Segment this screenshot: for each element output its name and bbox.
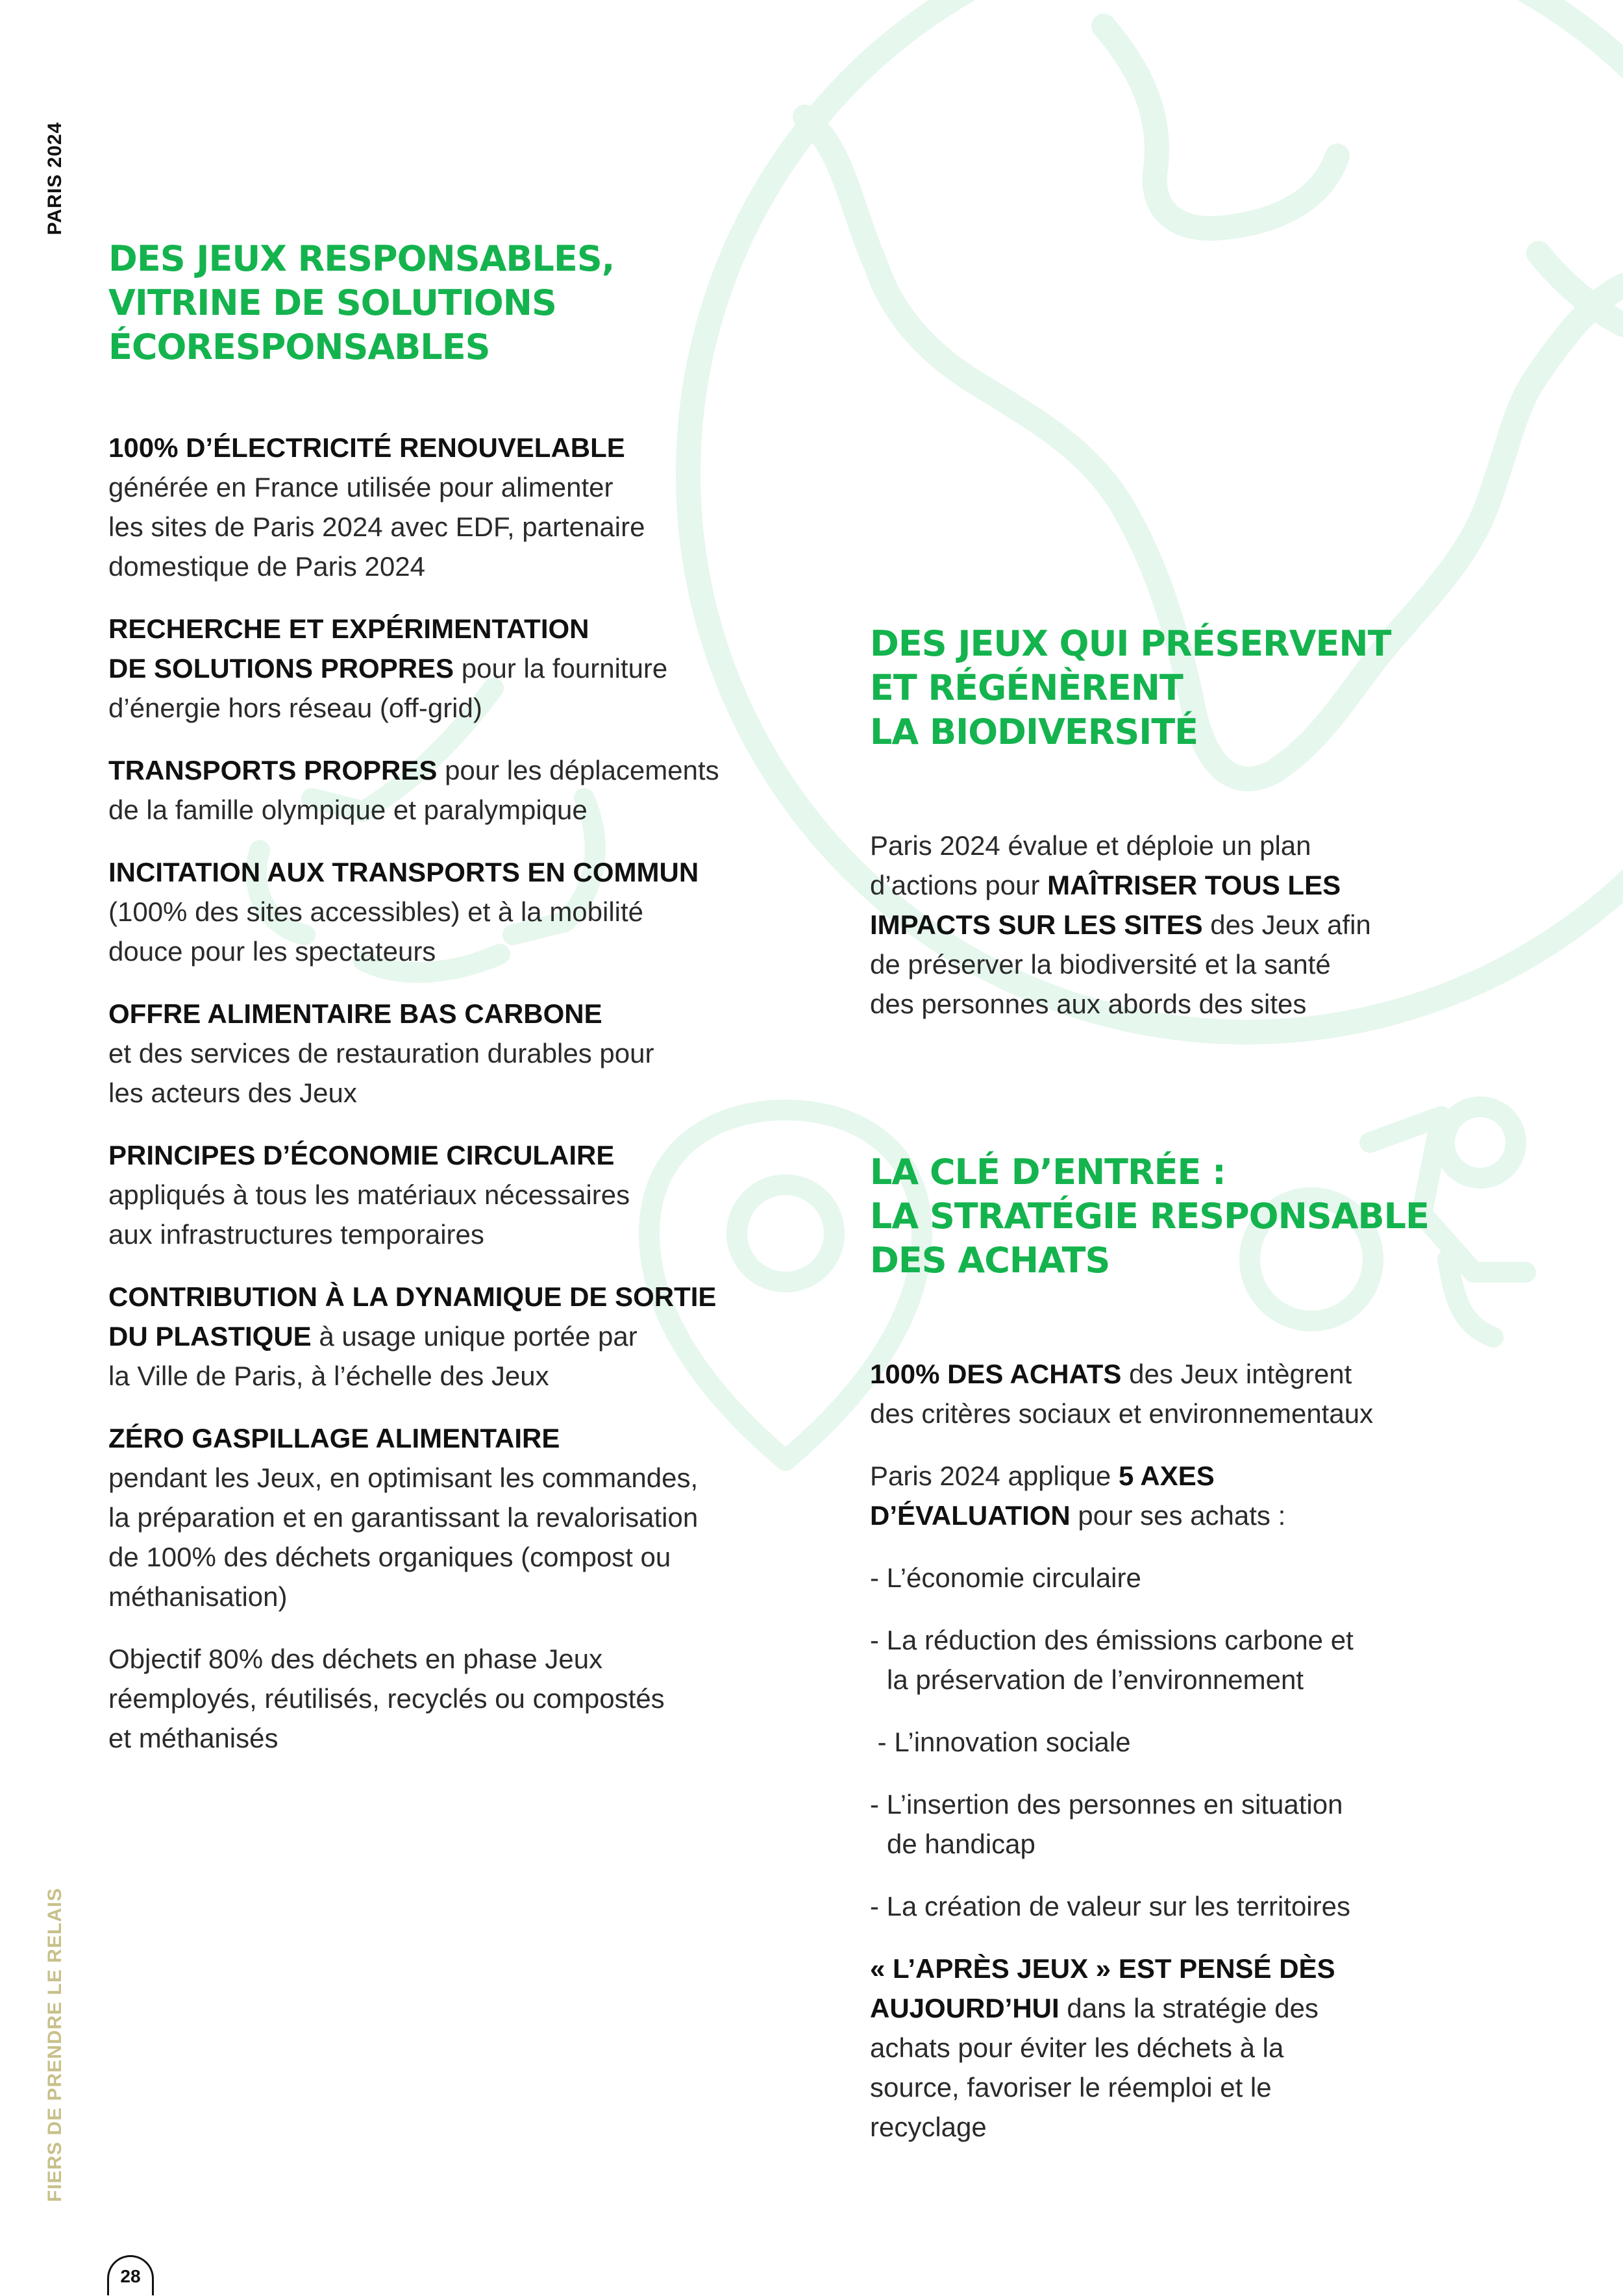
after-games-paragraph [870, 1949, 1519, 2147]
entry-text: et des services de restauration durables pour [108, 1038, 654, 1068]
paragraph-text: de préserver la biodiversité et la santé [870, 949, 1331, 980]
biodiversity-heading-line: DES JEUX QUI PRÉSERVENT [870, 623, 1391, 664]
entry-text: les sites de Paris 2024 avec EDF, partenaire [108, 512, 645, 542]
left-column [108, 237, 784, 1758]
paragraph-text: d’actions pour [870, 870, 1048, 900]
entry-text: et méthanisés [108, 1723, 279, 1753]
axis-item-text: la préservation de l’environnement [887, 1664, 1304, 1695]
purchasing-heading-line: DES ACHATS [870, 1240, 1110, 1281]
paragraph-bold: IMPACTS SUR LES SITES [870, 909, 1203, 940]
purchasing-paragraph [870, 1354, 1519, 1433]
biodiversity-heading [870, 622, 1519, 754]
side-label-top [29, 114, 81, 243]
paragraph-text: des critères sociaux et environnementaux [870, 1398, 1374, 1429]
entry-title: CONTRIBUTION À LA DYNAMIQUE DE SORTIE [108, 1281, 717, 1312]
paragraph-text: des personnes aux abords des sites [870, 989, 1307, 1019]
entry-low-carbon-food [108, 994, 784, 1113]
axis-item [870, 1620, 1519, 1699]
paragraph-text: Paris 2024 applique [870, 1461, 1119, 1491]
paragraph-bold: MAÎTRISER TOUS LES [1047, 870, 1341, 900]
entry-title: PRINCIPES D’ÉCONOMIE CIRCULAIRE [108, 1140, 615, 1170]
axis-item: - L’économie circulaire [870, 1562, 1141, 1593]
paragraph-text: Paris 2024 évalue et déploie un plan [870, 830, 1311, 861]
paragraph-text: recyclage [870, 2112, 987, 2142]
entry-zero-food-waste [108, 1418, 784, 1616]
axis-item: - L’innovation sociale [870, 1727, 1131, 1757]
axis-item [870, 1784, 1519, 1864]
paragraph-text: pour ses achats : [1070, 1500, 1286, 1531]
paragraph-bold: D’ÉVALUATION [870, 1500, 1071, 1531]
entry-text: à usage unique portée par [311, 1321, 638, 1352]
entry-clean-transport [108, 750, 784, 830]
paragraph-bold: AUJOURD’HUI [870, 1993, 1059, 2023]
right-column [870, 622, 1519, 2147]
entry-renewable-electricity [108, 428, 784, 586]
biodiversity-paragraph [870, 826, 1519, 1024]
left-heading-line: DES JEUX RESPONSABLES, [108, 238, 615, 279]
entry-text: pour la fourniture [454, 653, 668, 684]
entry-text: la Ville de Paris, à l’échelle des Jeux [108, 1361, 549, 1391]
entry-waste-objective [108, 1639, 784, 1758]
purchasing-heading-line: LA CLÉ D’ENTRÉE : [870, 1152, 1226, 1192]
axis-item: - La création de valeur sur les territoires [870, 1891, 1350, 1921]
entry-clean-solutions [108, 609, 784, 728]
entry-text: douce pour les spectateurs [108, 936, 436, 967]
paragraph-text: des Jeux intègrent [1121, 1359, 1352, 1389]
entry-title: RECHERCHE ET EXPÉRIMENTATION [108, 613, 589, 644]
entry-title: 100% D’ÉLECTRICITÉ RENOUVELABLE [108, 432, 625, 463]
entry-plastic-exit [108, 1277, 784, 1396]
entry-text: générée en France utilisée pour alimenter [108, 472, 613, 502]
paragraph-text: dans la stratégie des [1059, 1993, 1319, 2023]
paragraph-bold: « L’APRÈS JEUX » EST PENSÉ DÈS [870, 1953, 1335, 1984]
purchasing-heading-line: LA STRATÉGIE RESPONSABLE [870, 1196, 1429, 1237]
axis-item-text: de handicap [887, 1829, 1035, 1859]
side-label-bottom-text: FIERS DE PRENDRE LE RELAIS [44, 1887, 66, 2203]
biodiversity-heading-line: LA BIODIVERSITÉ [870, 711, 1198, 752]
entry-text: méthanisation) [108, 1581, 288, 1612]
entry-text: domestique de Paris 2024 [108, 551, 425, 582]
entry-text: la préparation et en garantissant la revalorisation [108, 1502, 699, 1533]
entry-title: OFFRE ALIMENTAIRE BAS CARBONE [108, 998, 602, 1029]
paragraph-text: source, favoriser le réemploi et le [870, 2072, 1272, 2103]
paragraph-text: achats pour éviter les déchets à la [870, 2032, 1284, 2063]
purchasing-heading [870, 1150, 1519, 1283]
entry-text: aux infrastructures temporaires [108, 1219, 484, 1250]
paragraph-text: des Jeux afin [1202, 909, 1371, 940]
entry-title: INCITATION AUX TRANSPORTS EN COMMUN [108, 857, 699, 887]
left-heading [108, 237, 784, 369]
entry-text: Objectif 80% des déchets en phase Jeux [108, 1644, 603, 1674]
left-heading-line: ÉCORESPONSABLES [108, 327, 490, 367]
entry-text: réemployés, réutilisés, recyclés ou compostés [108, 1683, 665, 1714]
entry-text: pour les déplacements [437, 755, 719, 785]
axis-item-text: - La réduction des émissions carbone et [870, 1625, 1354, 1655]
entry-text: appliqués à tous les matériaux nécessaires [108, 1179, 630, 1210]
entry-title: TRANSPORTS PROPRES [108, 755, 438, 785]
paragraph-bold: 5 AXES [1118, 1461, 1215, 1491]
entry-title: DU PLASTIQUE [108, 1321, 312, 1352]
paragraph-bold: 100% DES ACHATS [870, 1359, 1122, 1389]
entry-title: DE SOLUTIONS PROPRES [108, 653, 454, 684]
entry-text: (100% des sites accessibles) et à la mobilité [108, 896, 644, 927]
biodiversity-heading-line: ET RÉGÉNÈRENT [870, 667, 1183, 708]
evaluation-axes-paragraph [870, 1456, 1519, 1535]
left-heading-line: VITRINE DE SOLUTIONS [108, 282, 556, 323]
page-number: 28 [107, 2255, 154, 2295]
entry-text: de 100% des déchets organiques (compost ou [108, 1542, 671, 1572]
side-label-bottom [29, 1887, 81, 2203]
side-label-top-text: PARIS 2024 [44, 121, 66, 236]
axis-item-text: - L’insertion des personnes en situation [870, 1789, 1343, 1820]
entry-text: d’énergie hors réseau (off-grid) [108, 693, 482, 723]
entry-text: pendant les Jeux, en optimisant les commandes, [108, 1463, 699, 1493]
entry-title: ZÉRO GASPILLAGE ALIMENTAIRE [108, 1423, 560, 1453]
entry-text: les acteurs des Jeux [108, 1078, 357, 1108]
entry-public-transport [108, 852, 784, 971]
entry-text: de la famille olympique et paralympique [108, 795, 588, 825]
entry-circular-economy [108, 1135, 784, 1254]
